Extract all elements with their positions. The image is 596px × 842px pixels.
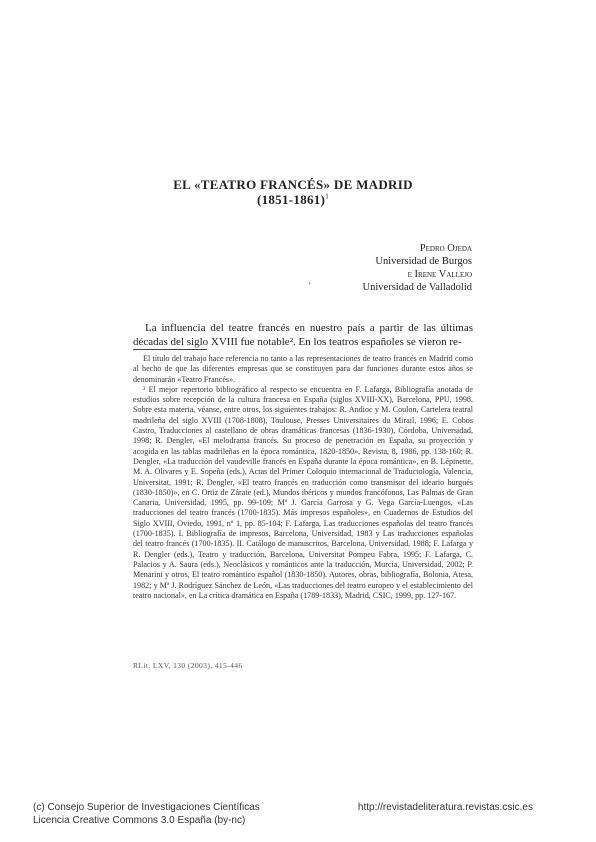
footnote-divider <box>133 349 207 350</box>
author-name-1: Pedro Ojeda <box>419 243 472 254</box>
title-footnote-mark: 1 <box>325 192 330 201</box>
footnote-1: El título del trabajo hace referencia no tanto a las representaciones de teatro francés en Madrid como al hecho de que las diferentes empresas que se constituyen para dar funciones durante estos años se denominarán «Teatro Francés». <box>133 354 473 384</box>
article-title-dates <box>100 192 486 208</box>
footnote-2: ² El mejor repertorio bibliográfico al respecto se encuentra en F. Lafarga, Bibliografía anotada de estudios sobre recepción de la cultura francesa en España (siglos XVIII-XX), Barcelona, PPU, 1998. Sobre esta materia, véanse, entre otros, los siguientes trabajos: R. Andioc y M. Coulon, Cartelera teatral madrileña del siglo XVIII (1708-1808), Toulouse, Presses Universitaires du Mirail, 1996; E. Cobos Castro, Traducciones al castellano de obras dramáticas francesas (1836-1930), Córdoba, Universidad, 1998; R. Dengler, «El melodrama francés. Su proceso de penetración en España, su proyección y acogida en las tablas madrileñas en la época romántica, 1820-1850», Revista, 8, 1986, pp. 138-160; R. Dengler, «La traducción del vaudeville francés en España durante la época romántica», en B. Lépinette, M. A. Olivares y E. Sopeña (eds.), Actas del Primer Coloquio internacional de Traductología, Valencia, Universitat, 1991; R. Dengler, «El teatro francés en traducción como transmisor del ideario burgués (1830-1850)», en C. Ortiz de Zárate (ed.), Mundos ibéricos y mundos francófonos, Las Palmas de Gran Canaria, Universidad, 1995, pp. 99-109; Mª J. García Garrosa y G. Vega García-Luengos, «Las traducciones del teatro francés (1700-1835). Más impresos españoles», en Cuadernos de Estudios del Siglo XVIII, Oviedo, 1991, nº 1, pp. 85-104; F. Lafarga, Las traducciones españolas del teatro francés (1700-1835). I. Bibliografía de impresos, Barcelona, Universidad, 1983 y Las traducciones españolas del teatro francés (1700-1835). II. Catálogo de manuscritos, Barcelona, Universidad, 1988; F. Lafarga y R. Dengler (eds.), Teatro y traducción, Barcelona, Universitat Pompeu Fabra, 1995; F. Lafarga, C. Palacios y A. Saura (eds.), Neoclásicos y románticos ante la traducción, Murcia, Universidad, 2002; P. Menarini y otros, El teatro romántico español (1830-1850). Autores, obras, bibliografía, Bolonia, Atesa, 1982; y Mª J. Rodríguez Sánchez de León, «Las traducciones del teatro europeo y el establecimiento del teatro nacional», en La crítica dramática en España (1789-1833), Madrid, CSIC, 1999, pp. 127-167. <box>133 384 473 600</box>
author-affiliation-2: Universidad de Valladolid <box>362 282 472 293</box>
footer-copyright: (c) Consejo Superior de Investigaciones Científicas <box>33 802 260 813</box>
footer-url-link[interactable]: http://revistadeliteratura.revistas.csic.es <box>357 802 533 813</box>
title-dates: (1851-1861) <box>256 192 326 207</box>
journal-reference: RLit. LXV, 130 (2003), 415-446 <box>133 661 243 670</box>
stray-mark: ' <box>309 281 311 290</box>
author-affiliation-1: Universidad de Burgos <box>375 256 472 267</box>
article-title: EL «TEATRO FRANCÉS» DE MADRID <box>173 177 413 192</box>
footnotes <box>133 354 473 601</box>
author-name-2: e Irene Vallejo <box>407 269 472 280</box>
body-paragraph: La influencia del teatre francés en nuestro país a partir de las últimas décadas del siglo XVIII fue notable². En los teatros españoles se vieron re- <box>133 322 473 348</box>
footer-license: Licencia Creative Commons 3.0 España (by-nc) <box>33 815 246 826</box>
